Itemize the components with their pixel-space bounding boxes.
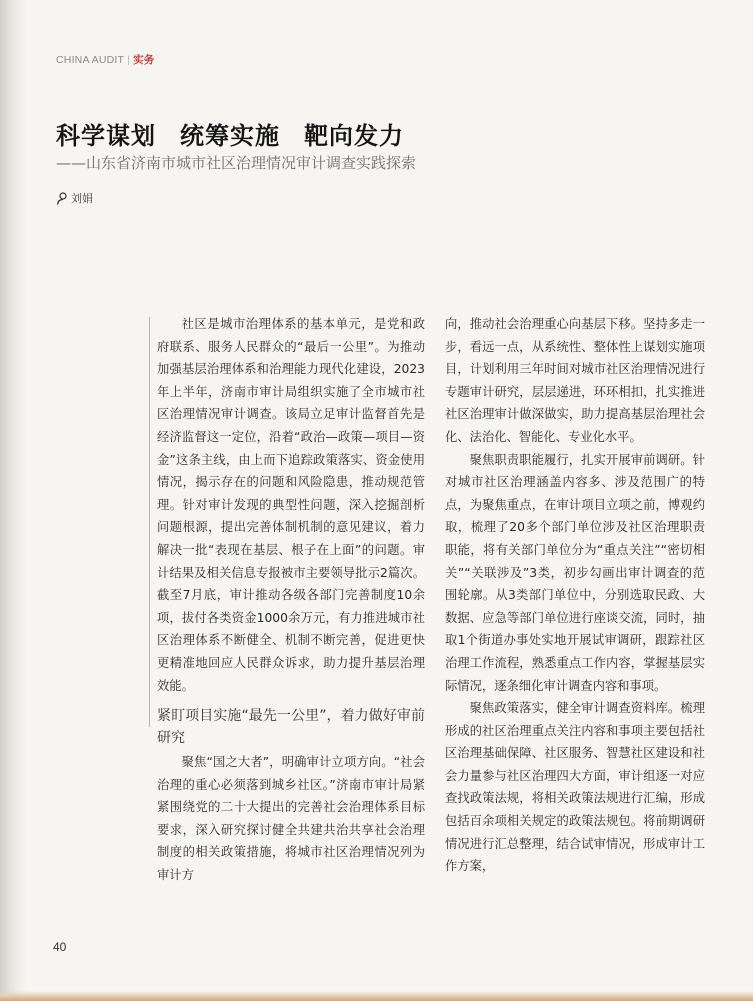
paragraph-intro: 社区是城市治理体系的基本单元，是党和政府联系、服务人民群众的“最后一公里”。为推动加强基层治理体系和治理能力现代化建设，2023年上半年，济南市审计局组织实施了全市城市社区治理情况审计调查。该局立足审计监督首先是经济监督这一定位，沿着“政治—政策—项目—资金”这条主线，由上而下追踪政策落实、资金使用情况，揭示存在的问题和风险隐患，推动规范管理。针对审计发现的典型性问题，深入挖掘剖析问题根源，提出完善体制机制的意见建议，着力解决一批“表现在基层、根子在上面”的问题。审计结果及相关信息专报被市主要领导批示2篇次。截至7月底，审计推动各级各部门完善制度10余项，拔付各类资金1000余万元，有力推进城市社区治理体系不断健全、机制不断完善，促进更快更精准地回应人民群众诉求，助力提升基层治理效能。: [157, 317, 425, 693]
magazine-header: [56, 52, 154, 67]
title-part-3: 靶向发力: [304, 122, 404, 150]
left-column: [157, 313, 425, 887]
author-name: 刘娟: [71, 192, 93, 205]
paragraph-pre-audit-research: 聚焦职责职能履行，扎实开展审前调研。针对城市社区治理涵盖内容多、涉及范围广的特点，为聚焦重点，在审计项目立项之前，博观约取，梳理了20多个部门单位涉及社区治理职责职能，将有关部门单位分为“重点关注”“密切相关”“关联涉及”3类，初步勾画出审计调查的范围轮廓。从3类部门单位中，分别选取民政、大数据、应急等部门单位进行座谈交流，同时，抽取1个街道办事处实地开展试审调研，跟踪社区治理工作流程，熟悉重点工作内容，掌握基层实际情况，逐条细化审计调查内容和事项。: [445, 452, 705, 693]
paragraph-audit-direction: 聚焦“国之大者”，明确审计立项方向。“社会治理的重心必须落到城乡社区。”济南市审计局紧紧围绕党的二十大提出的完善社会治理体系目标要求，深入研究探讨健全共建共治共享社会治理制度的相关政策措施，将城市社区治理情况列为审计方: [157, 755, 425, 883]
section-heading: 紧盯项目实施“最先一公里”，着力做好审前研究: [157, 708, 425, 747]
page-spine-shadow: [0, 0, 26, 1001]
paragraph-continued: 向，推动社会治理重心向基层下移。坚持多走一步，看远一点，从系统性、整体性上谋划实施项目，计划利用三年时间对城市社区治理情况进行专题审计研究，层层递进，环环相扣，扎实推进社区治理审计做深做实，助力提高基层治理社会化、法治化、智能化、专业化水平。: [445, 317, 705, 444]
title-part-1: 科学谋划: [56, 122, 156, 150]
section-label: 实务: [133, 54, 155, 66]
magazine-name: CHINA AUDIT: [56, 54, 125, 66]
author-line: [56, 190, 93, 206]
page-bottom-edge: [0, 991, 753, 1001]
paragraph-policy-database: 聚焦政策落实，健全审计调查资料库。梳理形成的社区治理重点关注内容和事项主要包括社区治理基础保障、社区服务、智慧社区建设和社会力量参与社区治理四大方面，审计组逐一对应查找政策法规，将相关政策法规进行汇编，形成包括百余项相关规定的政策法规包。将前期调研情况进行汇总整理，结合试审情况，形成审计工作方案，: [445, 701, 705, 874]
article-subtitle: ——山东省济南市城市社区治理情况审计调查实践探索: [56, 154, 417, 172]
column-rule: [149, 317, 150, 727]
page-number: 40: [53, 940, 67, 954]
title-part-2: 统筹实施: [180, 122, 280, 150]
right-column: [445, 313, 705, 878]
person-icon: [56, 192, 69, 205]
article-title: [56, 116, 404, 151]
header-separator: |: [127, 54, 131, 66]
